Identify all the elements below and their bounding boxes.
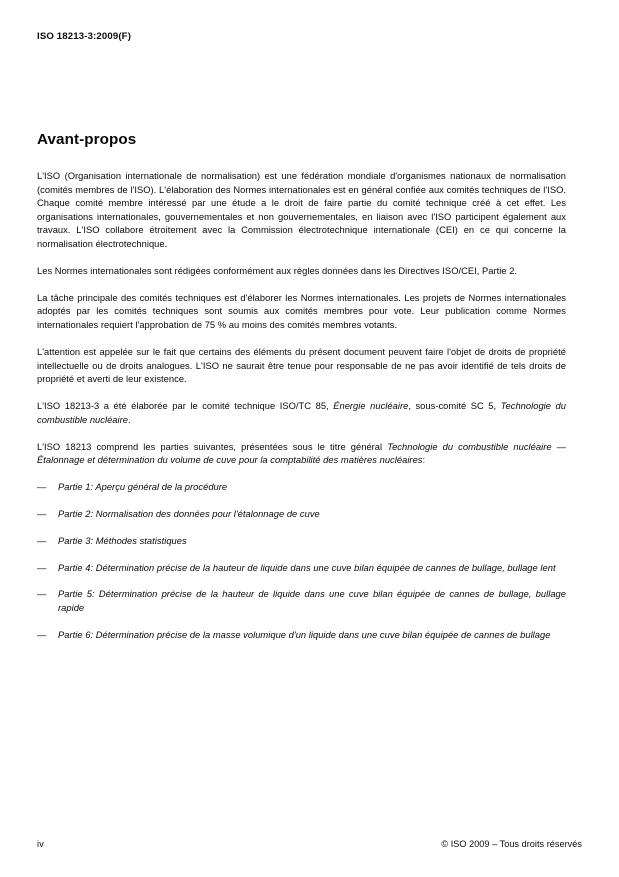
em-dash-marker: — xyxy=(37,629,47,640)
parts-intro-lead: L'ISO 18213 comprend les parties suivantes, présentées sous le titre général xyxy=(37,441,388,452)
subcommittee-text: , sous-comité SC 5, xyxy=(408,401,501,412)
committee-text-tail: . xyxy=(128,414,131,425)
em-dash-marker: — xyxy=(37,589,47,600)
list-item xyxy=(37,588,566,615)
foreword-paragraph-5 xyxy=(37,400,566,427)
em-dash-marker: — xyxy=(37,535,47,546)
list-item xyxy=(37,562,566,576)
list-item-label: Partie 2: Normalisation des données pour l'étalonnage de cuve xyxy=(58,509,320,520)
em-dash-marker: — xyxy=(37,562,47,573)
parts-intro-tail: : xyxy=(422,455,426,466)
foreword-paragraph-1: L'ISO (Organisation internationale de normalisation) est une fédération mondiale d'organismes nationaux de normalisation (comités membres de l'ISO). L'élaboration des Normes internationales est en général confiée aux comités techniques de l'ISO. Chaque comité membre intéressé par une étude a le droit de faire partie du comité technique créé à cet effet. Les organisations internationales, gouvernementales et non gouvernementales, en liaison avec l'ISO participent également aux travaux. L'ISO collabore étroitement avec la Commission électrotechnique internationale (CEI) en ce qui concerne la normalisation électrotechnique. xyxy=(37,171,566,249)
em-dash-marker: — xyxy=(37,509,47,520)
committee-name-italic: Énergie nucléaire xyxy=(333,401,409,412)
list-item-label: Partie 5: Détermination précise de la hauteur de liquide dans une cuve bilan équipée de cannes de bullage, bullage rapide xyxy=(58,589,566,613)
list-item xyxy=(37,535,566,549)
copyright-notice: © ISO 2009 – Tous droits réservés xyxy=(441,839,582,849)
list-item-label: Partie 6: Détermination précise de la masse volumique d'un liquide dans une cuve bilan équipée de cannes de bullage xyxy=(58,629,551,640)
committee-text-lead: L'ISO 18213-3 a été élaborée par le comité technique ISO/TC 85, xyxy=(37,401,334,412)
list-item xyxy=(37,508,566,522)
page-number: iv xyxy=(37,839,44,849)
general-title-italic: Technologie du combustible nucléaire — Étalonnage et détermination du volume de cuve pour la comptabilité des matières nucléaires xyxy=(37,441,566,466)
running-head: ISO 18213-3:2009(F) xyxy=(37,31,132,42)
list-item-label: Partie 1: Aperçu général de la procédure xyxy=(58,482,228,493)
page-footer xyxy=(37,839,582,849)
em-dash-marker: — xyxy=(37,482,47,493)
foreword-paragraph-3: La tâche principale des comités techniques est d'élaborer les Normes internationales. Les projets de Normes internationales adoptés par les comités techniques sont soumis aux comités membres pour vote. Leur publication comme Normes internationales requiert l'approbation de 75 % au moins des comités membres votants. xyxy=(37,292,566,330)
foreword-paragraph-2: Les Normes internationales sont rédigées conformément aux règles données dans les Directives ISO/CEI, Partie 2. xyxy=(37,265,518,276)
page-content xyxy=(37,131,566,655)
list-item xyxy=(37,629,566,643)
subcommittee-name-italic: Technologie du combustible nucléaire xyxy=(37,401,566,425)
foreword-paragraph-4: L'attention est appelée sur le fait que certains des éléments du présent document peuvent faire l'objet de droits de propriété intellectuelle ou de droits analogues. L'ISO ne saurait être tenue pour responsable de ne pas avoir identifié de tels droits de propriété et averti de leur existence. xyxy=(37,346,566,385)
foreword-paragraph-6 xyxy=(37,441,566,468)
page-title: Avant-propos xyxy=(37,131,137,148)
list-item-label: Partie 4: Détermination précise de la hauteur de liquide dans une cuve bilan équipée de cannes de bullage, bullage lent xyxy=(58,562,556,573)
list-item xyxy=(37,481,566,495)
list-item-label: Partie 3: Méthodes statistiques xyxy=(58,535,187,546)
parts-list xyxy=(37,481,566,642)
